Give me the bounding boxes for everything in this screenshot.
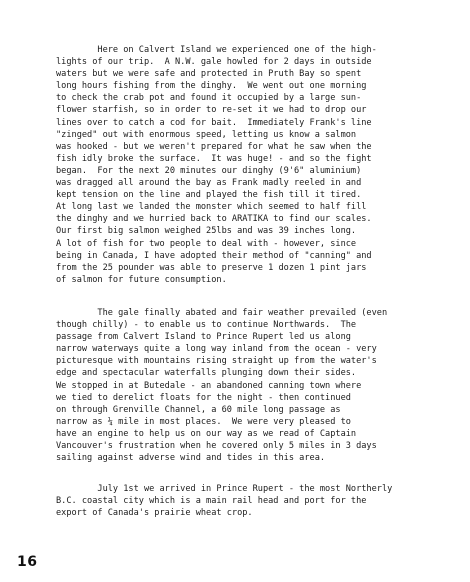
text-line: B.C. coastal city which is a main rail head and port for the	[56, 496, 367, 507]
text-line: we tied to derelict floats for the night - then continued	[56, 392, 351, 403]
text-line: sailing against adverse wind and tides in this area.	[56, 453, 326, 464]
text-line: "zinged" out with enormous speed, letting us know a salmon	[56, 129, 357, 140]
text-line: export of Canada's prairie wheat crop.	[56, 508, 253, 519]
text-line: July 1st we arrived in Prince Rupert - the most Northerly	[56, 484, 393, 494]
text-line: was hooked - but we weren't prepared for what he saw when the	[56, 141, 372, 152]
text-line: narrow waterways quite a long way inland from the ocean - very	[56, 344, 377, 355]
text-line: At long last we landed the monster which seemed to half fill	[56, 202, 367, 213]
paragraph-prince-rupert	[56, 483, 448, 519]
text-line: flower starfish, so in order to re-set it we had to drop our	[56, 105, 367, 116]
text-line: kept tension on the line and played the fish till it tired.	[56, 190, 362, 201]
text-line: lines over to catch a cod for bait. Immediately Frank's line	[56, 117, 372, 128]
text-line: waters but we were safe and protected in Pruth Bay so spent	[56, 69, 362, 80]
text-line: Vancouver's frustration when he covered only 5 miles in 3 days	[56, 441, 377, 452]
paragraph-northwards-passage	[56, 307, 448, 464]
text-line: Our first big salmon weighed 25lbs and was 39 inches long.	[56, 226, 357, 237]
page-number: 16	[17, 554, 38, 570]
text-line: lights of our trip. A N.W. gale howled for 2 days in outside	[56, 57, 372, 68]
text-line: We stopped in at Butedale - an abandoned canning town where	[56, 380, 362, 391]
text-line: was dragged all around the bay as Frank madly reeled in and	[56, 178, 362, 189]
text-line: though chilly) - to enable us to continue Northwards. The	[56, 320, 357, 331]
text-line: from the 25 pounder was able to preserve 1 dozen 1 pint jars	[56, 262, 367, 273]
text-line: narrow as ¼ mile in most places. We were very pleased to	[56, 416, 351, 427]
text-line: on through Grenville Channel, a 60 mile long passage as	[56, 404, 341, 415]
text-line: of salmon for future consumption.	[56, 274, 227, 285]
text-line: picturesque with mountains rising straight up from the water's	[56, 356, 377, 367]
text-line: fish idly broke the surface. It was huge! - and so the fight	[56, 153, 372, 164]
text-line: began. For the next 20 minutes our dinghy (9'6" aluminium)	[56, 165, 362, 176]
text-line: edge and spectacular waterfalls plunging down their sides.	[56, 368, 357, 379]
text-line: have an engine to help us on our way as we read of Captain	[56, 428, 357, 439]
text-line: Here on Calvert Island we experienced one of the high-	[56, 45, 377, 55]
text-line: being in Canada, I have adopted their method of "canning" and	[56, 250, 372, 261]
text-line: A lot of fish for two people to deal with - however, since	[56, 238, 357, 249]
text-line: the dinghy and we hurried back to ARATIKA to find our scales.	[56, 214, 372, 225]
paragraph-calvert-island	[56, 44, 448, 286]
text-line: to check the crab pot and found it occupied by a large sun-	[56, 93, 362, 104]
text-line: passage from Calvert Island to Prince Rupert led us along	[56, 332, 351, 343]
text-line: long hours fishing from the dinghy. We went out one morning	[56, 81, 367, 92]
text-line: The gale finally abated and fair weather prevailed (even	[56, 308, 388, 318]
